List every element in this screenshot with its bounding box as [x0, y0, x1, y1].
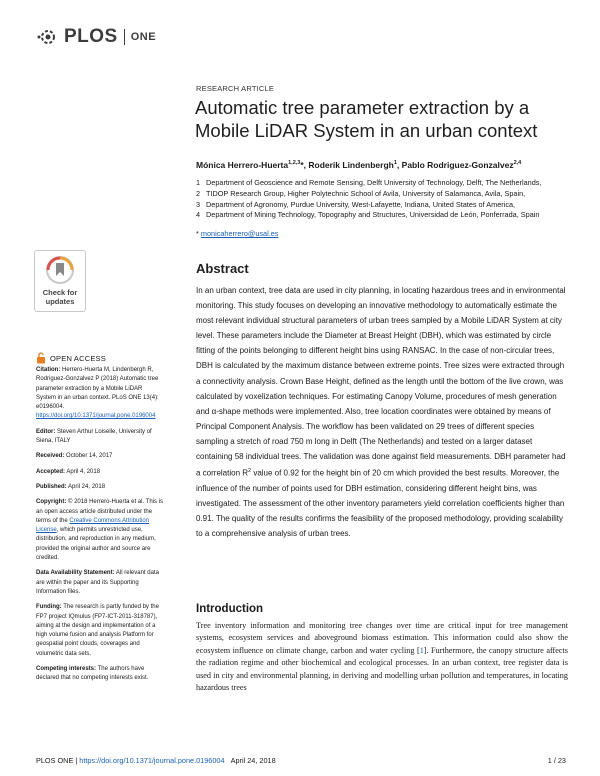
page-number: 1 / 23 [547, 756, 566, 765]
article-metadata-sidebar [36, 366, 164, 690]
reference-link[interactable]: 1 [419, 645, 424, 655]
author-suffix: *, [300, 160, 309, 170]
author-suffix: , [396, 160, 402, 170]
open-access-label: OPEN ACCESS [36, 352, 106, 364]
plos-logo [36, 26, 156, 48]
footer-citation: PLOS ONE | https://doi.org/10.1371/journal.pone.0196004 April 24, 2018 [36, 756, 276, 765]
author-affil-sup: 1,2,3 [288, 160, 301, 167]
published-date: Published: April 24, 2018 [36, 483, 106, 490]
introduction-text: Tree inventory information and monitoring tree changes over time are critical input for tree management systems, ecosystem services and aboveground biomass estimation. This information could also show the ecosystem influence on climate change, carbon and water cycling [1]. Furthermore, the canopy structure affects the radiation regime and other biochemical and ecological processes. In an urban context, tree register data is used in city and environmental planning, in deriving and modelling urban pollution and temperatures, in locating hazardous trees [196, 621, 568, 693]
accepted-date: Accepted: April 4, 2018 [36, 468, 101, 475]
bookmark-icon [45, 255, 75, 285]
competing-interests: Competing interests: The authors have declared that no competing interests exist. [36, 666, 149, 682]
badge-line-2: updates [45, 297, 75, 306]
affiliation-item: 1 Department of Geoscience and Remote Sensing, Delft University of Technology, Delft, The Netherlands, [196, 178, 542, 187]
article-title: Automatic tree parameter extraction by a Mobile LiDAR System in an urban context [195, 97, 538, 141]
open-lock-icon [36, 352, 46, 364]
affiliation-item: 2 TIDOP Research Group, Higher Polytechnic School of Avila, University of Salamanca, Avila, Spain, [196, 188, 526, 198]
abstract-heading: Abstract [196, 261, 249, 276]
badge-line-1: Check for [42, 288, 78, 297]
email-star: * [196, 229, 199, 238]
editor: Editor: Steven Arthur Loiselle, University of Siena, ITALY [36, 428, 152, 445]
abstract-text: In an urban context, tree data are used in city planning, in locating hazardous trees and in environmental monitoring. This study focuses on developing an innovative methodology to automatically estimate the most relevant individual structural parameters of urban trees sampled by a Mobile LiDAR System at city level. These parameters include the Diameter at Breast Height (DBH), which was estimated by circle fitting of the points belonging to different height bins using RANSAC. In the case of non-circular trees, DBH is calculated by the maximum distance between extreme points. Tree sizes were extracted through a connectivity analysis. Crown Base Height, defined as the length until the bottom of the live crown, was calculated by voxelization techniques. For estimating Canopy Volume, procedures of mesh generation and α-shape methods were implemented. Also, tree location coordinates were obtained by means of Principal Component Analysis. The workflow has been validated on 29 trees of different species sampling a stretch of road 750 m long in Delft (The Netherlands) and tested on a larger dataset containing 58 individual trees. The validation was done against field measurements. DBH parameter had a correlation $R^2$ value of 0.92 for the height bin of 20 cm which provided the best results. Moreover, the influence of the number of points used for DBH estimation, considering different height bins, was investigated. The assessment of the other inventory parameters yield correlation coefficients higher than 0.91. The quality of the results confirms the feasibility of the proposed methodology, providing scalability to a comprehensive analysis of urban trees. [196, 286, 566, 539]
logo-divider [124, 29, 125, 45]
page-footer [36, 756, 566, 765]
corresponding-email [196, 229, 278, 238]
author-name[interactable]: Mónica Herrero-Huerta [196, 160, 289, 170]
plos-logo-icon [36, 28, 60, 46]
author-name[interactable]: Roderik Lindenbergh [308, 160, 394, 170]
logo-text: PLOS [64, 26, 118, 47]
author-affil-sup: 1 [393, 160, 397, 167]
funding: Funding: The research is partly funded by the FP7 project IQmulus (FP7-ICT-2011-318787), aiming at the design and implementation of a high volume fusion and analysis Platform for geospatial point clouds, coverages and volumetric data sets. [36, 604, 159, 657]
journal-name: ONE [130, 31, 157, 43]
author-name[interactable]: Pablo Rodriguez-Gonzalvez [401, 160, 514, 170]
received-date: Received: October 14, 2017 [36, 453, 113, 460]
copyright: Copyright: © 2018 Herrero-Huerta et al. This is an open access article distributed under the terms of the Creative Commons Attribution License, which permits unrestricted use, distribution, and reproduction in any medium, provided the original author and source are credited. [36, 499, 164, 562]
affiliation-item: 4 Department of Mining Technology, Topography and Structures, Universidad de León, Ponferrada, Spain [196, 210, 540, 220]
author-list [196, 160, 521, 170]
email-link[interactable]: monicaherrero@usal.es [200, 229, 279, 238]
article-type: RESEARCH ARTICLE [196, 84, 275, 93]
footer-doi-link[interactable]: https://doi.org/10.1371/journal.pone.0196004 [79, 756, 225, 765]
affiliations [196, 178, 541, 221]
check-for-updates-badge[interactable] [34, 250, 86, 312]
affiliation-item: 3 Department of Agronomy, Purdue University, West-Lafayette, Indiana, United States of America, [196, 199, 516, 209]
citation: Citation: Herrero-Huerta M, Lindenbergh R, Rodriguez-Gonzalvez P (2018) Automatic tree parameter extraction by a Mobile LiDAR System in an urban context. PLoS ONE 13(4): e0196004. https://doi.org/10.1371/journal.pone.0196004 [36, 367, 159, 420]
data-availability: Data Availability Statement: All relevant data are within the paper and its Supporting Information files. [36, 570, 159, 595]
license-link[interactable]: Creative Commons Attribution License [36, 517, 150, 534]
introduction-heading: Introduction [196, 603, 264, 615]
citation-doi-link[interactable]: https://doi.org/10.1371/journal.pone.0196004 [36, 413, 156, 420]
author-affil-sup: 2,4 [513, 160, 522, 167]
